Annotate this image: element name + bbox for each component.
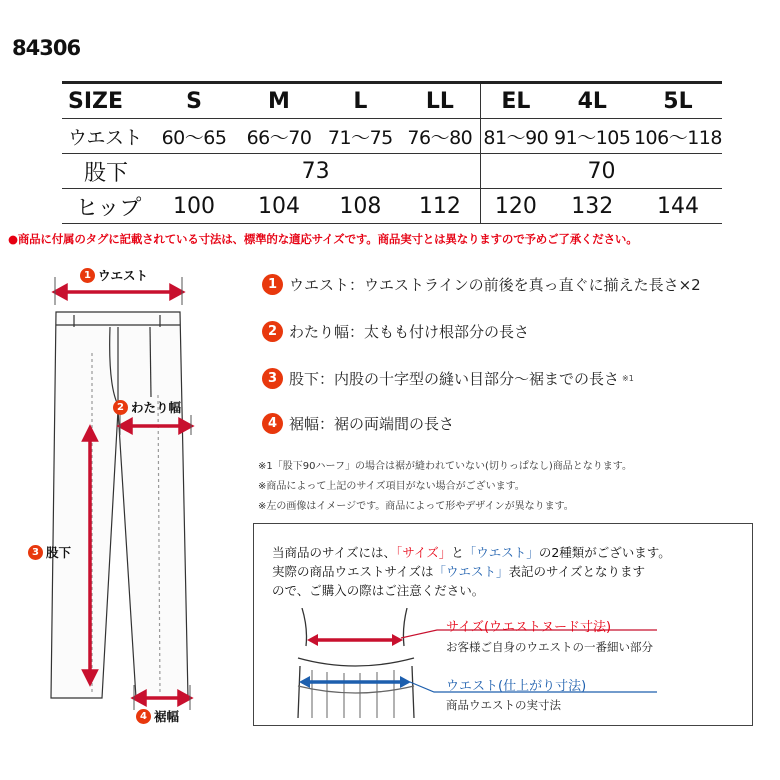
- diagram-label-waist: [80, 266, 148, 284]
- definition-thigh: 2 わたり幅 ： 太もも付け根部分の長さ: [262, 321, 529, 342]
- number-3-icon: 3: [262, 368, 283, 389]
- hip-cell: 132: [571, 193, 614, 219]
- size-header-cell: LL: [425, 88, 454, 114]
- waist-cell: 66～70: [246, 126, 312, 149]
- waist-cell: 106～118: [633, 126, 722, 149]
- hip-row: [62, 189, 722, 224]
- footnote: ※1「股下90ハーフ」の場合は裾が縫われていない(切りっぱなし)商品となります。: [258, 461, 632, 472]
- inseam-row: [62, 154, 722, 189]
- hip-cell: 120: [481, 189, 551, 224]
- waist-cell: 81～90: [481, 119, 551, 154]
- info-highlight-waist: 「ウエスト」: [433, 564, 509, 579]
- hip-cell: 100: [173, 193, 216, 219]
- diagram-label-waist-text: ウエスト: [98, 268, 149, 283]
- inseam-row-label: 股下: [84, 160, 129, 186]
- info-line-3: ので、ご購入の際はご注意ください。: [272, 583, 485, 598]
- waist-finished-title: ウエスト(仕上がり寸法): [446, 679, 587, 694]
- diagram-label-inseam: [28, 543, 71, 561]
- waist-cell: 71～75: [327, 126, 393, 149]
- product-code: 84306: [12, 36, 81, 60]
- size-header-row: [62, 83, 722, 119]
- pants-measurement-diagram: [0, 255, 250, 735]
- definition-inseam: 3 股下 ： 内股の十字型の縫い目部分～裾までの長さ ※1: [262, 368, 634, 389]
- size-header-cell: L: [353, 88, 368, 114]
- waist-cell: 60～65: [161, 126, 227, 149]
- body-outline: [298, 608, 414, 718]
- size-header-label: SIZE: [68, 88, 124, 114]
- footnote: ※左の画像はイメージです。商品によって形やデザインが異なります。: [258, 501, 574, 512]
- pants-outline: [51, 312, 188, 698]
- hip-row-label: ヒップ: [76, 195, 142, 221]
- size-header-cell: 5L: [663, 88, 693, 114]
- number-2-icon: 2: [113, 400, 128, 415]
- waist-row-label: ウエスト: [68, 126, 143, 149]
- number-3-icon: 3: [28, 545, 43, 560]
- diagram-label-hem: [136, 707, 179, 725]
- size-header-cell: S: [186, 88, 202, 114]
- info-text: 当商品のサイズには、: [272, 545, 397, 560]
- waist-cell: 76～80: [407, 126, 473, 149]
- number-4-icon: 4: [262, 413, 283, 434]
- info-text: 表記のサイズとなります: [508, 564, 646, 579]
- footnote: ※商品によって上記のサイズ項目がない場合がございます。: [258, 481, 525, 492]
- hip-cell: 112: [418, 193, 461, 219]
- info-highlight-waist: 「ウエスト」: [463, 545, 539, 560]
- number-2-icon: 2: [262, 321, 283, 342]
- size-nude-title: サイズ(ウエストヌード寸法): [446, 620, 612, 635]
- inseam-cell-large: 70: [481, 154, 722, 189]
- hip-cell: 108: [339, 193, 382, 219]
- definition-waist: 1 ウエスト ： ウエストラインの前後を真っ直ぐに揃えた長さ×2: [262, 274, 701, 295]
- info-text: 実際の商品ウエストサイズは: [272, 564, 434, 579]
- definition-desc: 太もも付け根部分の長さ: [364, 323, 530, 341]
- number-1-icon: 1: [262, 274, 283, 295]
- size-header-cell: 4L: [577, 88, 607, 114]
- diagram-label-hem-text: 裾幅: [154, 709, 180, 724]
- definition-desc: 裾の両端間の長さ: [334, 415, 455, 433]
- number-4-icon: 4: [136, 709, 151, 724]
- size-header-cell: EL: [481, 83, 551, 119]
- definition-term: 裾幅: [289, 415, 320, 433]
- diagram-label-thigh-text: わたり幅: [131, 400, 182, 415]
- inseam-cell-standard: 73: [301, 158, 330, 184]
- size-header-cell: M: [268, 88, 290, 114]
- info-highlight-size: 「サイズ」: [396, 545, 452, 560]
- diagram-label-thigh: [113, 398, 181, 416]
- info-line-1: [272, 543, 671, 561]
- info-text: の2種類がございます。: [538, 545, 671, 560]
- waist-finished-desc: 商品ウエストの実寸法: [446, 698, 561, 712]
- size-nude-desc: お客様ご自身のウエストの一番細い部分: [446, 640, 653, 654]
- info-line-2: [272, 562, 645, 580]
- definition-note: ※1: [622, 374, 634, 383]
- info-text: と: [451, 545, 464, 560]
- hip-cell: 104: [258, 193, 300, 219]
- definition-desc: ウエストラインの前後を真っ直ぐに揃えた長さ×2: [364, 276, 701, 294]
- definition-term: ウエスト: [289, 276, 350, 294]
- size-table: [62, 81, 722, 224]
- definition-term: 股下: [289, 370, 320, 388]
- number-1-icon: 1: [80, 268, 95, 283]
- definition-desc: 内股の十字型の縫い目部分～裾までの長さ: [334, 370, 620, 388]
- size-notice: ●商品に付属のタグに記載されている寸法は、標準的な適応サイズです。商品実寸とは異なりますので予めご了承ください。: [8, 232, 638, 246]
- definition-hem: 4 裾幅 ： 裾の両端間の長さ: [262, 413, 454, 434]
- definition-term: わたり幅: [289, 323, 350, 341]
- waist-cell: 91～105: [554, 126, 631, 149]
- diagram-label-inseam-text: 股下: [46, 545, 72, 560]
- waist-row: [62, 119, 722, 154]
- hip-cell: 144: [656, 193, 699, 219]
